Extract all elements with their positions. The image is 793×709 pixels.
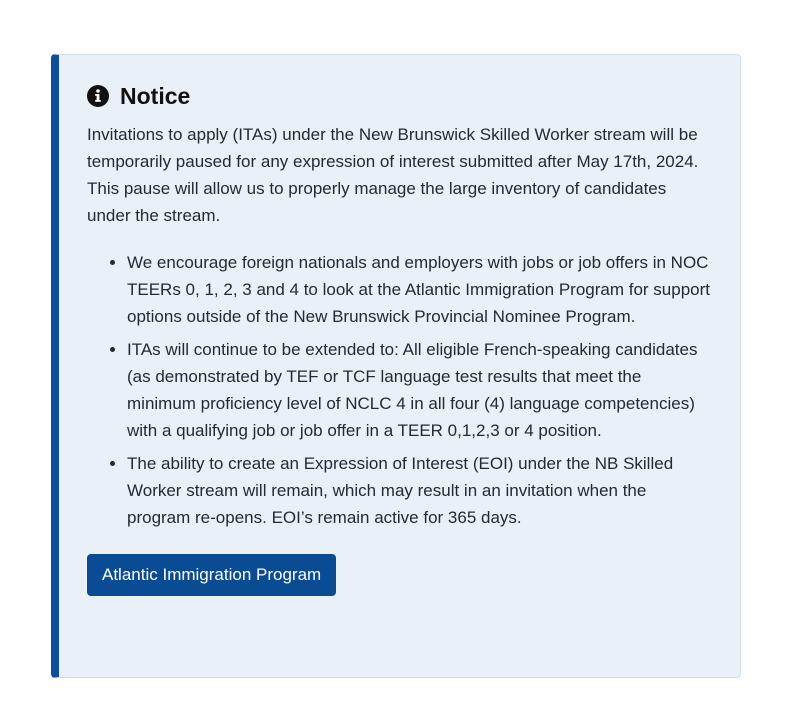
notice-panel	[51, 54, 741, 678]
notice-points-list	[87, 249, 712, 531]
list-item: • The ability to create an Expression of Interest (EOI) under the NB Skilled Worker stream will remain, which may result in an invitation when the program re-opens. EOI’s remain active for 365 days.	[127, 450, 712, 531]
list-item: • ITAs will continue to be extended to: All eligible French-speaking candidates (as demonstrated by TEF or TCF language test results that meet the minimum proficiency level of NCLC 4 in all four (4) language competencies) with a qualifying job or job offer in a TEER 0,1,2,3 or 4 position.	[127, 336, 712, 444]
notice-header	[87, 81, 712, 111]
notice-intro: Invitations to apply (ITAs) under the New Brunswick Skilled Worker stream will be temporarily paused for any expression of interest submitted after May 17th, 2024. This pause will allow us to properly manage the large inventory of candidates under the stream.	[87, 125, 699, 225]
info-circle-icon	[87, 85, 109, 107]
atlantic-immigration-program-button[interactable]: Atlantic Immigration Program	[87, 554, 336, 596]
notice-title: Notice	[120, 83, 191, 109]
list-item: • We encourage foreign nationals and employers with jobs or job offers in NOC TEERs 0, 1, 2, 3 and 4 to look at the Atlantic Immigration Program for support options outside of the New Brunswick Provincial Nominee Program.	[127, 249, 712, 330]
